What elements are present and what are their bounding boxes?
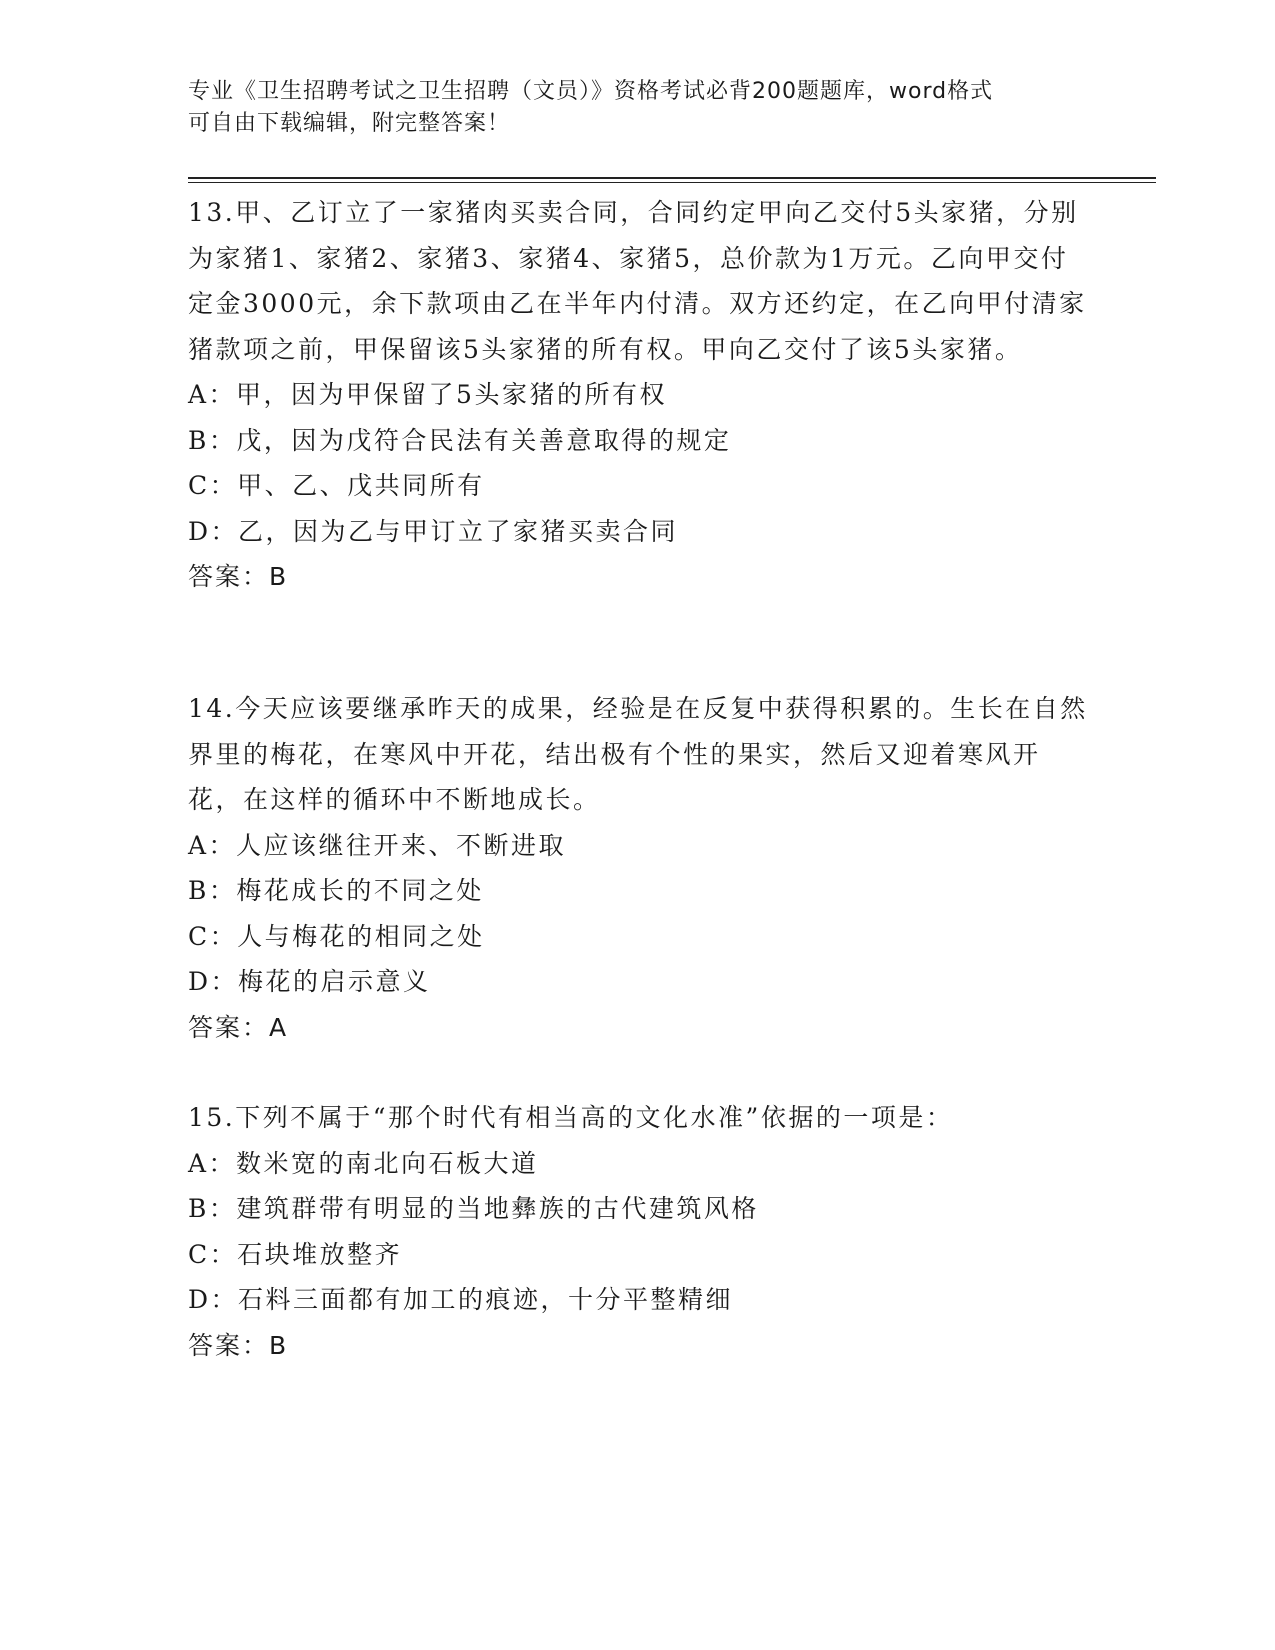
option-d: D：石料三面都有加工的痕迹，十分平整精细 bbox=[188, 1285, 734, 1314]
answer-label: 答案：A bbox=[188, 1012, 289, 1042]
question-stem: 15.下列不属于“那个时代有相当高的文化水准”依据的一项是： bbox=[188, 1103, 954, 1132]
header-divider-thick bbox=[188, 177, 1156, 179]
option-c: C：甲、乙、戊共同所有 bbox=[188, 471, 485, 500]
option-a: A：甲，因为甲保留了5头家猪的所有权 bbox=[188, 380, 667, 409]
option-d: D：梅花的启示意义 bbox=[188, 967, 431, 996]
question-13 bbox=[188, 190, 1088, 600]
option-a: A：数米宽的南北向石板大道 bbox=[188, 1148, 539, 1178]
header-title-line-2: 可自由下载编辑，附完整答案！ bbox=[188, 111, 511, 136]
header-title-line-1: 专业《卫生招聘考试之卫生招聘（文员）》资格考试必背200题题库，word格式 bbox=[188, 79, 994, 104]
option-c: C：人与梅花的相同之处 bbox=[188, 921, 485, 951]
answer-label: 答案：B bbox=[188, 1330, 289, 1360]
question-stem: 13.甲、乙订立了一家猪肉买卖合同，合同约定甲向乙交付5头家猪，分别为家猪1、家猪2、家猪3、家猪4、家猪5，总价款为1万元。乙向甲交付定金3000元，余下款项由乙在半年内付清。双方还约定，在乙向甲付清家猪款项之前，甲保留该5头家猪的所有权。甲向乙交付了该5头家猪。 bbox=[188, 198, 1087, 364]
answer-label: 答案：B bbox=[188, 562, 289, 591]
option-b: B：梅花成长的不同之处 bbox=[188, 876, 484, 905]
option-c: C：石块堆放整齐 bbox=[188, 1239, 403, 1269]
document-header bbox=[188, 76, 1088, 140]
header-divider-thin bbox=[188, 182, 1156, 183]
question-15 bbox=[188, 1095, 1088, 1368]
option-d: D：乙，因为乙与甲订立了家猪买卖合同 bbox=[188, 516, 679, 546]
option-b: B：戊，因为戊符合民法有关善意取得的规定 bbox=[188, 425, 732, 455]
question-stem: 14.今天应该要继承昨天的成果，经验是在反复中获得积累的。生长在自然界里的梅花，在寒风中开花，结出极有个性的果实，然后又迎着寒风开花，在这样的循环中不断地成长。 bbox=[188, 694, 1088, 814]
question-14 bbox=[188, 686, 1088, 1050]
option-a: A：人应该继往开来、不断进取 bbox=[188, 830, 567, 860]
option-b: B：建筑群带有明显的当地彝族的古代建筑风格 bbox=[188, 1194, 759, 1223]
